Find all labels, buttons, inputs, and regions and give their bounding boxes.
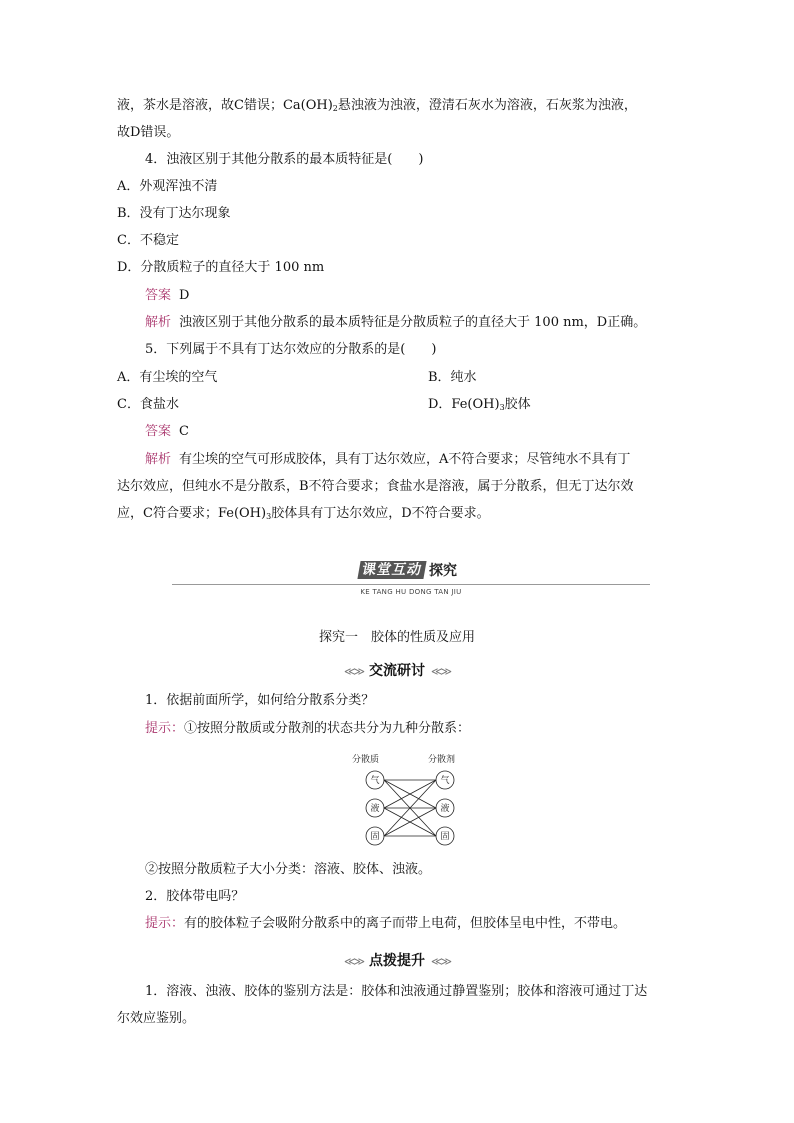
- tip-1: 1．溶液、浊液、胶体的鉴别方法是：胶体和浊液通过静置鉴别；胶体和溶液可通过丁达: [145, 984, 648, 999]
- subheading-tips: ≪≫ 点拨提升 ≪≫: [343, 953, 451, 969]
- explanation-5: 解析 有尘埃的空气可形成胶体，具有丁达尔效应，A不符合要求；尽管纯水不具有丁: [145, 452, 631, 467]
- left-label-gas: 气: [370, 776, 380, 786]
- deco-right-icon: ≪≫: [431, 665, 451, 678]
- deco-left-icon: ≪≫: [343, 955, 363, 968]
- diagram-connections: [384, 780, 436, 836]
- hint-1b: ②按照分散质粒子大小分类：溶液、胶体、浊液。: [145, 862, 432, 877]
- diagram-left-header: 分散质: [352, 755, 380, 765]
- option-a: A．有尘埃的空气: [117, 370, 218, 385]
- banner-label: [355, 560, 461, 580]
- discussion-q2: 2．胶体带电吗？: [145, 889, 245, 904]
- hint-label: 提示：: [145, 721, 185, 736]
- text-line: 液，茶水是溶液，故C错误；$Ca(OH)_2$悬浊液为浊液，澄清石灰水为溶液，石灰浆为浊液，: [117, 98, 637, 113]
- option-b: B．纯水: [428, 370, 477, 385]
- option-a: A．外观浑浊不清: [117, 179, 218, 194]
- answer-label: 答案: [145, 288, 172, 303]
- right-label-gas: 气: [440, 776, 450, 786]
- subheading-discussion: ≪≫ 交流研讨 ≪≫: [343, 663, 451, 679]
- explanation-5-cont: 应，C符合要求；$Fe(OH)_3$胶体具有丁达尔效应，D不符合要求。: [117, 506, 490, 521]
- left-label-liquid: 液: [370, 804, 380, 814]
- section-banner: [172, 558, 650, 598]
- answer-4: 答案 D: [145, 288, 190, 303]
- question-5: 5．下列属于不具有丁达尔效应的分散系的是( ): [145, 342, 437, 357]
- deco-right-icon: ≪≫: [431, 955, 451, 968]
- option-b: B．没有丁达尔现象: [117, 206, 231, 221]
- question-4: 4．浊液区别于其他分散系的最本质特征是( ): [145, 152, 424, 167]
- answer-5: 答案 C: [145, 424, 189, 439]
- deco-left-icon: ≪≫: [343, 665, 363, 678]
- left-label-solid: 固: [370, 832, 380, 842]
- explanation-label: 解析: [145, 315, 172, 330]
- hint-2: 提示：有的胶体粒子会吸附分散系中的离子而带上电荷，但胶体呈电中性，不带电。: [145, 916, 627, 931]
- option-c: C．食盐水: [117, 397, 179, 412]
- option-c: C．不稳定: [117, 233, 179, 248]
- banner-tail: 探究: [429, 563, 457, 579]
- option-d: D．分散质粒子的直径大于 100 nm: [117, 260, 325, 275]
- right-label-liquid: 液: [440, 804, 450, 814]
- hint-1: 提示：①按照分散质或分散剂的状态共分为九种分散系：: [145, 721, 471, 736]
- banner-highlight: 课堂互动: [357, 561, 426, 579]
- text-line: 故D错误。: [117, 125, 180, 140]
- option-d: D．$Fe(OH)_3$胶体: [428, 397, 531, 412]
- banner-rule: [172, 584, 650, 585]
- dispersion-diagram: [350, 750, 470, 850]
- right-label-solid: 固: [440, 832, 450, 842]
- tip-1-cont: 尔效应鉴别。: [117, 1011, 196, 1026]
- diagram-right-header: 分散剂: [428, 755, 456, 765]
- section-title: 探究一 胶体的性质及应用: [318, 630, 475, 645]
- discussion-q1: 1．依据前面所学，如何给分散系分类？: [145, 693, 375, 708]
- explanation-4: 解析 浊液区别于其他分散系的最本质特征是分散质粒子的直径大于 100 nm，D正确。: [145, 315, 647, 330]
- banner-subtitle: KE TANG HU DONG TAN JIU: [360, 588, 462, 596]
- explanation-5-cont: 达尔效应，但纯水不是分散系，B不符合要求；食盐水是溶液，属于分散系，但无丁达尔效: [117, 479, 634, 494]
